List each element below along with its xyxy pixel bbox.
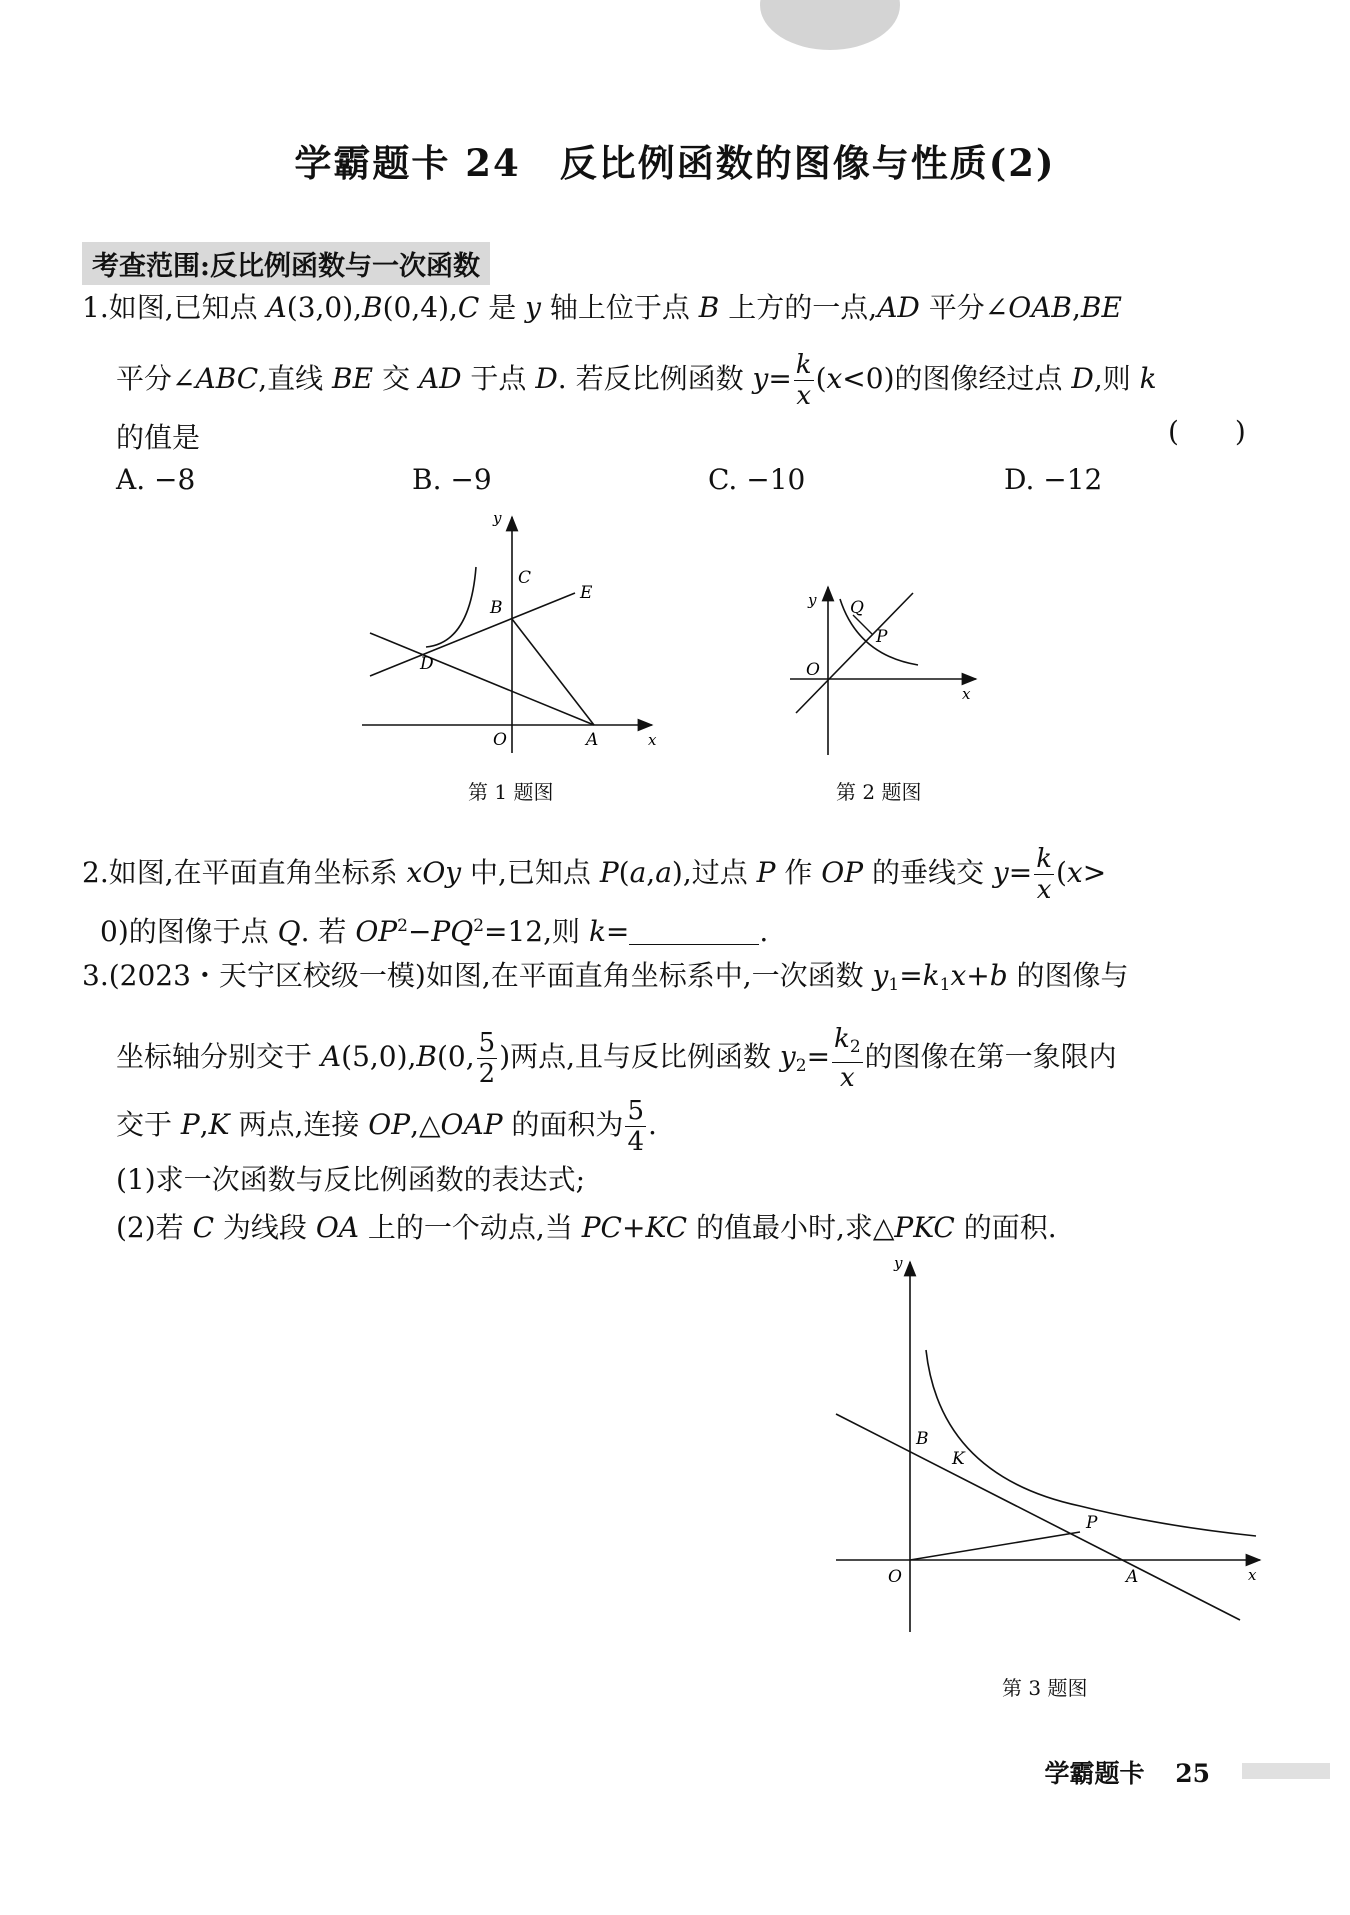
hyperbola-curve xyxy=(926,1350,1256,1536)
label-p: P xyxy=(876,627,888,647)
figure-2 xyxy=(780,575,980,760)
label-a: A xyxy=(1126,1567,1139,1587)
fraction-5-over-2: $\frac{5}{2}$ xyxy=(478,1028,496,1089)
figure-1 xyxy=(360,505,670,765)
line-ab xyxy=(836,1414,1240,1620)
label-y: y xyxy=(808,591,817,609)
q1-option-c: C. −10 xyxy=(708,463,806,496)
q2-line2: 0)的图像于点 Q. 若 $OP^2-PQ^2=12$,则 k= . xyxy=(100,915,769,948)
label-o: O xyxy=(806,660,820,680)
q3-line1: 3.(2023・天宁区校级一模)如图,在平面直角坐标系中,一次函数 $y_1=k_1x+b$ 的图像与 xyxy=(82,959,1129,995)
scan-shadow xyxy=(760,0,900,50)
page-title: 学霸题卡 24 反比例函数的图像与性质(2) xyxy=(294,141,1056,185)
label-d: D xyxy=(420,654,434,674)
fraction-k2-over-x: $\frac{k_2}{x}$ xyxy=(834,1024,861,1093)
label-q: Q xyxy=(850,598,864,618)
figure-3-caption: 第 3 题图 xyxy=(1002,1676,1088,1700)
label-x: x xyxy=(962,685,971,703)
figure-3 xyxy=(830,1250,1270,1640)
footer-bar xyxy=(1242,1763,1330,1779)
q2-line1: 2.如图,在平面直角坐标系 xOy 中,已知点 P(a,a),过点 P 作 OP 的垂线交 y= $\frac{k}{x}$ (x> xyxy=(82,844,1107,905)
label-y: y xyxy=(493,509,502,527)
q3-line3: 交于 P,K 两点,连接 OP,△OAP 的面积为 $\frac{5}{4}$ . xyxy=(116,1096,657,1157)
label-x: x xyxy=(1248,1566,1257,1584)
q1-line1: 1.如图,已知点 A(3,0),B(0,4),C 是 y 轴上位于点 B 上方的一点,AD 平分∠OAB,BE xyxy=(82,291,1122,324)
label-o: O xyxy=(493,730,507,750)
answer-bracket: ( ) xyxy=(1168,415,1246,448)
q1-option-a: A. −8 xyxy=(116,463,196,496)
fraction-k-over-x: $\frac{k}{x}$ xyxy=(1036,844,1052,905)
label-p: P xyxy=(1086,1513,1098,1533)
figure-1-caption: 第 1 题图 xyxy=(468,780,554,804)
label-k: K xyxy=(952,1449,965,1469)
line-ad xyxy=(370,633,594,725)
answer-blank[interactable] xyxy=(629,916,759,945)
label-y: y xyxy=(894,1254,903,1272)
page-footer xyxy=(1044,1754,1210,1790)
q1-option-d: D. −12 xyxy=(1004,463,1103,496)
label-c: C xyxy=(518,568,532,588)
label-b: B xyxy=(490,598,503,618)
hyperbola-curve xyxy=(426,567,476,647)
q3-part1: (1)求一次函数与反比例函数的表达式; xyxy=(116,1163,586,1196)
segment-op xyxy=(910,1532,1080,1560)
figure-2-caption: 第 2 题图 xyxy=(836,780,922,804)
label-x: x xyxy=(648,731,657,749)
fraction-k-over-x: $\frac{k}{x}$ xyxy=(795,350,812,411)
label-o: O xyxy=(888,1567,902,1587)
q1-line3: 的值是 xyxy=(116,421,201,454)
q1-line2: 平分∠ABC,直线 BE 交 AD 于点 D. 若反比例函数 y= $\frac{k}{x}$ (x<0)的图像经过点 D,则 k xyxy=(116,350,1157,411)
label-e: E xyxy=(580,583,593,603)
fraction-5-over-4: $\frac{5}{4}$ xyxy=(627,1096,644,1157)
q3-part2: (2)若 C 为线段 OA 上的一个动点,当 PC+KC 的值最小时,求△PKC 的面积. xyxy=(116,1211,1057,1244)
page-number: 25 xyxy=(1175,1759,1210,1788)
footer-label: 学霸题卡 xyxy=(1044,1759,1145,1788)
segment-ab xyxy=(512,619,594,725)
q1-option-b: B. −9 xyxy=(412,463,492,496)
q3-line2: 坐标轴分别交于 A(5,0),B(0, $\frac{5}{2}$ )两点,且与反比例函数 $y_2=$ $\frac{k_2}{x}$ 的图像在第一象限内 xyxy=(116,1024,1117,1093)
scope-label: 考查范围:反比例函数与一次函数 xyxy=(82,242,490,285)
line-be xyxy=(370,593,575,676)
label-b: B xyxy=(916,1429,929,1449)
label-a: A xyxy=(586,730,599,750)
